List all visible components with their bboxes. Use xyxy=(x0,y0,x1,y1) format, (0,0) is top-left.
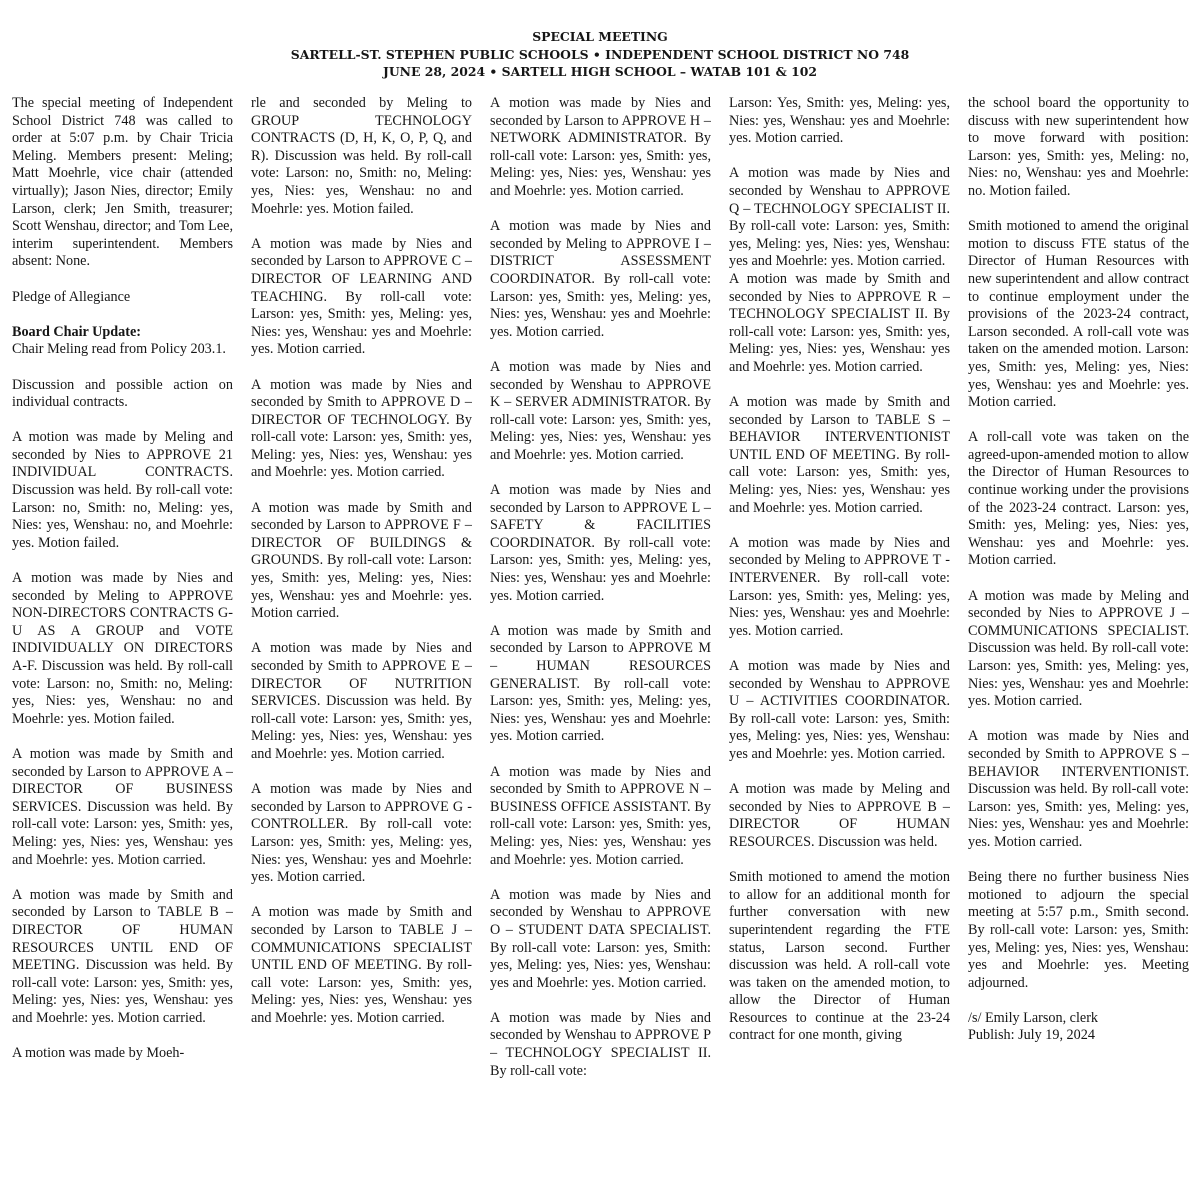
header-title: SPECIAL MEETING xyxy=(532,29,668,44)
motion-paragraph: A motion was made by Nies and seconded by Larson to APPROVE C – DIRECTOR OF LEARNING AND TEACHING. By roll-call vote: Larson: yes, Smith: yes, Meling: yes, Nies: yes, Wenshau: yes and Moehrle: yes. Motion carried. xyxy=(251,235,472,358)
motion-paragraph: A motion was made by Nies and seconded by Meling to APPROVE NON-DIRECTORS CONTRACTS G-U AS A GROUP and VOTE INDIVIDUALLY ON DIRECTORS A-F. Discussion was held. By roll-call vote: Larson: no, Smith: no, Meling: yes, Nies: yes, Wenshau: no and Moehrle: yes. Motion failed. xyxy=(12,570,233,727)
meeting-header xyxy=(0,28,1200,81)
column-3 xyxy=(490,95,711,1195)
motion-paragraph: A motion was made by Meling and seconded by Nies to APPROVE 21 INDIVIDUAL CONTRACTS. Discussion was held. By roll-call vote: Larson: no, Smith: no, Meling: yes, Nies: yes, Wenshau: no, and Moehrle: yes. Motion failed. xyxy=(12,429,233,551)
pledge-paragraph: Pledge of Allegiance xyxy=(12,288,131,305)
board-chair-update-heading: Board Chair Update: xyxy=(12,323,142,340)
motion-paragraph: A motion was made by Nies and seconded by Larson to APPROVE L – SAFETY & FACILITIES COORDINATOR. By roll-call vote: Larson: yes, Smith: yes, Meling: yes, Nies: yes, Wenshau: yes and Moehrle: yes. Motion carried. xyxy=(490,482,711,604)
motion-paragraph: Smith motioned to amend the motion to allow for an additional month for further conversation with new superintendent regarding the FTE status, Larson second. Further discussion was held. A roll-call vote was taken on the amended motion, to allow the Director of Human Resources to continue at the 23-24 contract for one month, giving xyxy=(729,869,950,1044)
call-to-order-paragraph: The special meeting of Independent School District 748 was called to order at 5:07 p.m. by Chair Tricia Meling. Members present: Meling; Matt Moehrle, vice chair (attended virtually); Jason Nies, director; Emily Larson, clerk; Jen Smith, treasurer; Scott Wenshau, director; and Tom Lee, interim superintendent. Members absent: None. xyxy=(12,95,233,270)
column-4 xyxy=(729,95,950,1195)
motion-paragraph: rle and seconded by Meling to GROUP TECHNOLOGY CONTRACTS (D, H, K, O, P, Q, and R). Discussion was held. By roll-call vote: Larson: no, Smith: no, Meling: yes, Nies: yes, Wenshau: no and Moehrle: yes. Motion failed. xyxy=(251,95,472,217)
header-district: SARTELL-ST. STEPHEN PUBLIC SCHOOLS • INDEPENDENT SCHOOL DISTRICT NO 748 xyxy=(290,46,910,62)
motion-paragraph: A motion was made by Nies and seconded by Wenshau to APPROVE Q – TECHNOLOGY SPECIALIST II. By roll-call vote: Larson: yes, Smith: yes, Meling: yes, Nies: yes, Wenshau: yes and Moehrle: yes. Motion carried. xyxy=(729,165,950,270)
discussion-paragraph: Discussion and possible action on individual contracts. xyxy=(12,376,233,411)
motion-paragraph: A motion was made by Smith and seconded by Larson to TABLE S – BEHAVIOR INTERVENTIONIST UNTIL END OF MEETING. By roll-call vote: Larson: yes, Smith: yes, Meling: yes, Nies: yes, Wenshau: yes and Moehrle: yes. Motion carried. xyxy=(729,394,950,516)
board-chair-update xyxy=(12,324,233,359)
publish-date: Publish: July 19, 2024 xyxy=(968,1027,1095,1044)
motion-paragraph: A motion was made by Nies and seconded by Wenshau to APPROVE P – TECHNOLOGY SPECIALIST II. By roll-call vote: xyxy=(490,1009,711,1079)
motion-paragraph: A roll-call vote was taken on the agreed-upon-amended motion to allow the Director of Human Resources to continue working under the provisions of the 2023-24 contract. Larson: yes, Smith: yes, Meling: yes, Nies: yes, Wenshau: yes and Moehrle: yes. Motion carried. xyxy=(968,429,1189,569)
motion-paragraph: A motion was made by Nies and seconded by Wenshau to APPROVE O – STUDENT DATA SPECIALIST. By roll-call vote: Larson: yes, Smith: yes, Meling: yes, Nies: yes, Wenshau: yes and Moehrle: yes. Motion carried. xyxy=(490,886,711,991)
motion-paragraph: A motion was made by Smith and seconded by Nies to APPROVE R – TECHNOLOGY SPECIALIST II. By roll-call vote: Larson: yes, Smith: yes, Meling: yes, Nies: yes, Wenshau: yes and Moehrle: yes. Motion carried. xyxy=(729,270,950,375)
motion-paragraph: A motion was made by Nies and seconded by Smith to APPROVE D – DIRECTOR OF TECHNOLOGY. By roll-call vote: Larson: yes, Smith: yes, Meling: yes, Nies: yes, Wenshau: yes and Moehrle: yes. Motion carried. xyxy=(251,376,472,481)
motion-paragraph: A motion was made by Nies and seconded by Larson to APPROVE G - CONTROLLER. By roll-call vote: Larson: yes, Smith: yes, Meling: yes, Nies: yes, Wenshau: yes and Moehrle: yes. Motion carried. xyxy=(251,781,472,886)
motion-paragraph: A motion was made by Nies and seconded by Larson to APPROVE H – NETWORK ADMINISTRATOR. By roll-call vote: Larson: yes, Smith: yes, Meling: yes, Nies: yes, Wenshau: yes and Moehrle: yes. Motion carried. xyxy=(490,95,711,199)
motion-paragraph: A motion was made by Nies and seconded by Meling to APPROVE T - INTERVENER. By roll-call vote: Larson: yes, Smith: yes, Meling: yes, Nies: yes, Wenshau: yes and Moehrle: yes. Motion carried. xyxy=(729,534,950,639)
motion-paragraph: Larson: Yes, Smith: yes, Meling: yes, Nies: yes, Wenshau: yes and Moehrle: yes. Motion carried. xyxy=(729,95,950,147)
motion-paragraph: A motion was made by Nies and seconded by Smith to APPROVE N – BUSINESS OFFICE ASSISTANT. By roll-call vote: Larson: yes, Smith: yes, Meling: yes, Nies: yes, Wenshau: yes and Moehrle: yes. Motion carried. xyxy=(490,763,711,868)
motion-paragraph: A motion was made by Smith and seconded by Larson to TABLE B – DIRECTOR OF HUMAN RESOURCES UNTIL END OF MEETING. Discussion was held. By roll-call vote: Larson: yes, Smith: yes, Meling: yes, Nies: yes, Wenshau: yes and Moehrle: yes. Motion carried. xyxy=(12,886,233,1026)
motion-paragraph: A motion was made by Nies and seconded by Smith to APPROVE E – DIRECTOR OF NUTRITION SERVICES. Discussion was held. By roll-call vote: Larson: yes, Smith: yes, Meling: yes, Nies: yes, Wenshau: yes and Moehrle: yes. Motion carried. xyxy=(251,640,472,762)
clerk-signature: /s/ Emily Larson, clerk xyxy=(968,1009,1099,1026)
motion-paragraph: A motion was made by Nies and seconded by Meling to APPROVE I – DISTRICT ASSESSMENT COORDINATOR. By roll-call vote: Larson: yes, Smith: yes, Meling: yes, Nies: yes, Wenshau: yes and Moehrle: yes. Motion carried. xyxy=(490,218,711,340)
motion-paragraph: the school board the opportunity to discuss with new superintendent how to move forward with position: Larson: yes, Smith: yes, Meling: no, Nies: no, Wenshau: yes and Moehrle: no. Motion failed. xyxy=(968,95,1189,199)
motion-paragraph: A motion was made by Smith and seconded by Larson to APPROVE M – HUMAN RESOURCES GENERALIST. By roll-call vote: Larson: yes, Smith: yes, Meling: yes, Nies: yes, Wenshau: yes and Moehrle: yes. Motion carried. xyxy=(490,622,711,745)
header-date-location: JUNE 28, 2024 • SARTELL HIGH SCHOOL – WATAB 101 & 102 xyxy=(383,64,817,79)
column-5 xyxy=(968,95,1189,1195)
board-chair-update-body: Chair Meling read from Policy 203.1. xyxy=(12,341,226,358)
column-1 xyxy=(12,95,233,1195)
motion-paragraph: A motion was made by Nies and seconded by Wenshau to APPROVE U – ACTIVITIES COORDINATOR. By roll-call vote: Larson: yes, Smith: yes, Meling: yes, Nies: yes, Wenshau: yes and Moehrle: yes. Motion carried. xyxy=(729,658,950,762)
adjournment-paragraph: Being there no further business Nies motioned to adjourn the special meeting at 5:57 p.m., Smith second. By roll-call vote: Larson: yes, Smith: yes, Meling: yes, Nies: yes, Wenshau: yes and Moehrle: yes. Meeting adjourned. xyxy=(968,869,1189,991)
motion-paragraph: A motion was made by Smith and seconded by Larson to APPROVE F – DIRECTOR OF BUILDINGS & GROUNDS. By roll-call vote: Larson: yes, Smith: yes, Meling: yes, Nies: yes, Wenshau: yes and Moehrle: yes. Motion carried. xyxy=(251,499,472,622)
column-2 xyxy=(251,95,472,1195)
motion-paragraph: A motion was made by Nies and seconded by Wenshau to APPROVE K – SERVER ADMINISTRATOR. By roll-call vote: Larson: yes, Smith: yes, Meling: yes, Nies: yes, Wenshau: yes and Moehrle: yes. Motion carried. xyxy=(490,358,711,463)
motion-paragraph: A motion was made by Meling and seconded by Nies to APPROVE B – DIRECTOR OF HUMAN RESOURCES. Discussion was held. xyxy=(729,781,950,850)
motion-paragraph: A motion was made by Smith and seconded by Larson to APPROVE A – DIRECTOR OF BUSINESS SERVICES. Discussion was held. By roll-call vote: Larson: yes, Smith: yes, Meling: yes, Nies: yes, Wenshau: yes and Moehrle: yes. Motion carried. xyxy=(12,745,233,868)
motion-paragraph: A motion was made by Meling and seconded by Nies to APPROVE J – COMMUNICATIONS SPECIALIST. Discussion was held. By roll-call vote: Larson: yes, Smith: yes, Meling: yes, Nies: yes, Wenshau: yes and Moehrle: yes. Motion carried. xyxy=(968,587,1189,710)
motion-paragraph: Smith motioned to amend the original motion to discuss FTE status of the Director of Human Resources with new superintendent and allow contract to continue employment under the provisions of the 2023-24 contract, Larson seconded. A roll-call vote was taken on the amended motion. Larson: yes, Smith: yes, Meling: yes, Nies: yes, Wenshau: yes and Moehrle: yes. Motion carried. xyxy=(968,218,1189,411)
motion-paragraph: A motion was made by Nies and seconded by Smith to APPROVE S – BEHAVIOR INTERVENTIONIST. Discussion was held. By roll-call vote: Larson: yes, Smith: yes, Meling: yes, Nies: yes, Wenshau: yes and Moehrle: yes. Motion carried. xyxy=(968,728,1189,850)
motion-paragraph: A motion was made by Moeh- xyxy=(12,1045,185,1062)
motion-paragraph: A motion was made by Smith and seconded by Larson to TABLE J – COMMUNICATIONS SPECIALIST UNTIL END OF MEETING. By roll-call vote: Larson: yes, Smith: yes, Meling: yes, Nies: yes, Wenshau: yes and Moehrle: yes. Motion carried. xyxy=(251,904,472,1026)
